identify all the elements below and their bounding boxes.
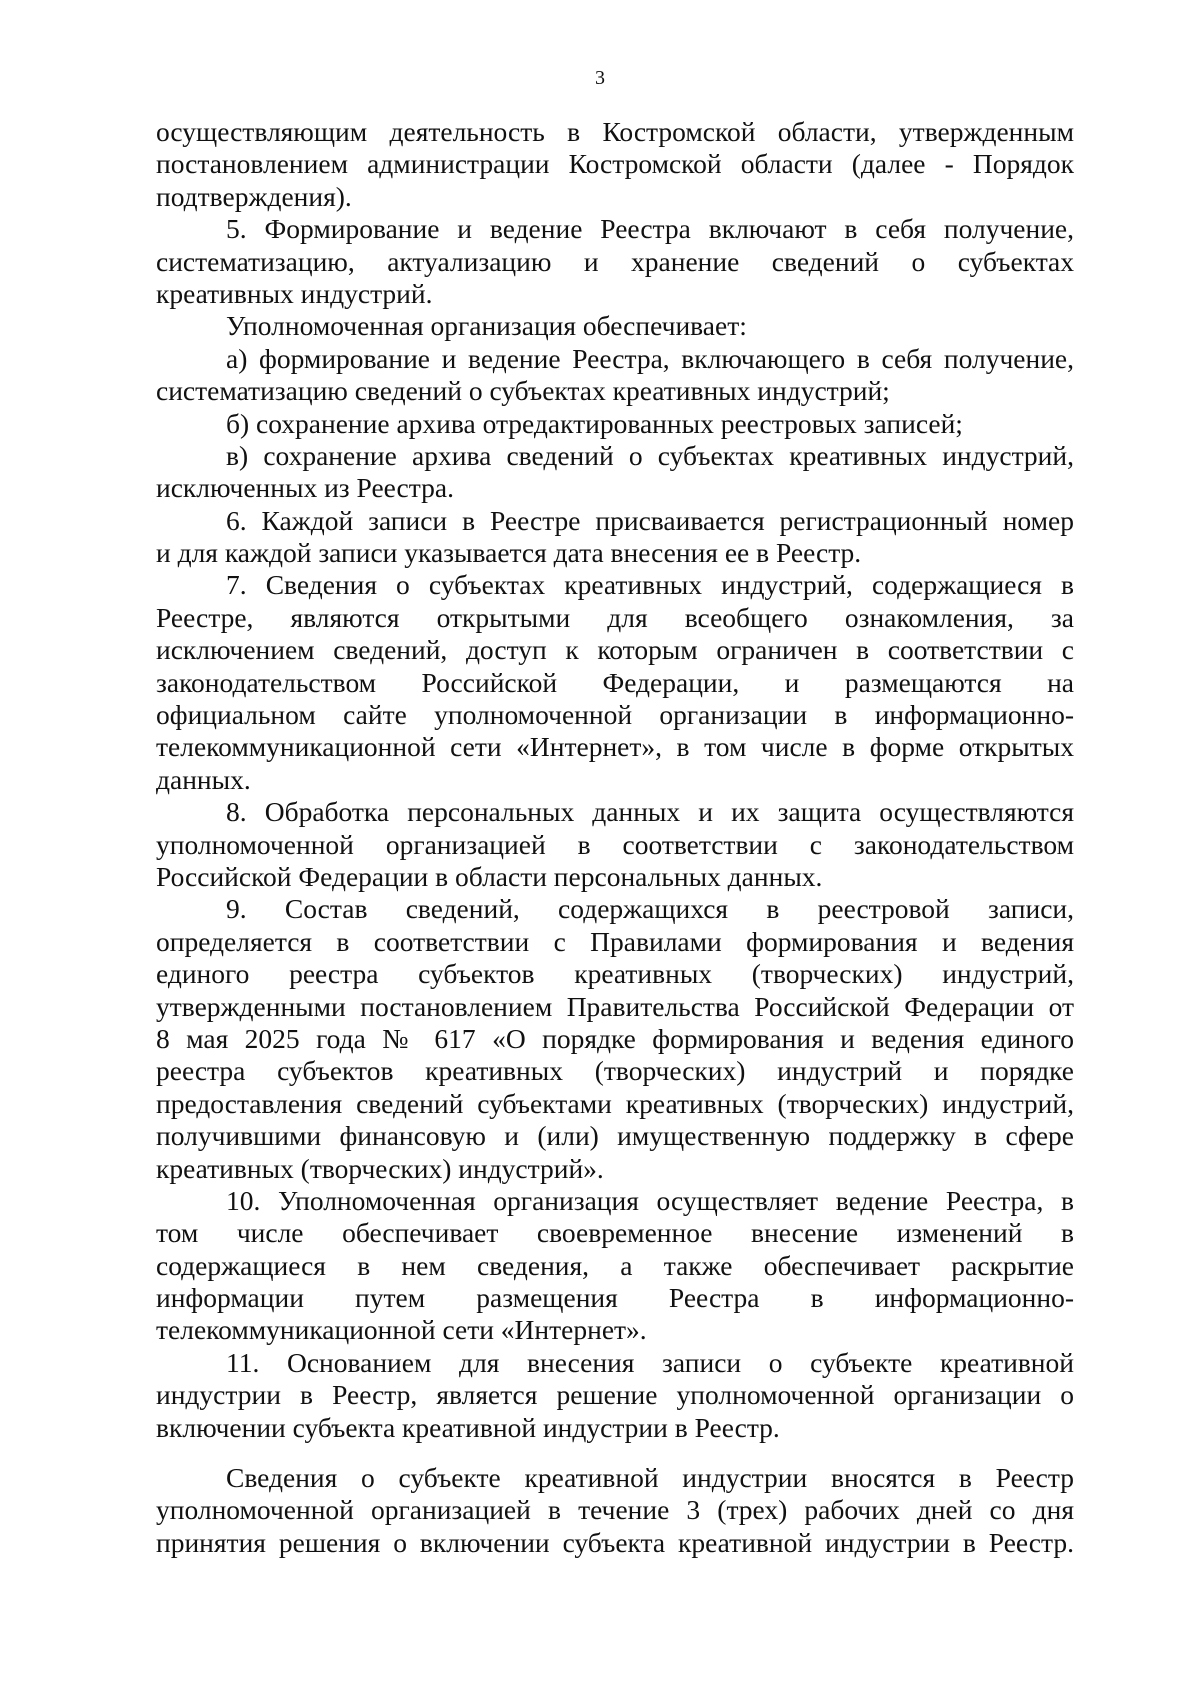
text-line: осуществляющим деятельность в Костромской области, утвержденным	[156, 116, 1074, 147]
text-line: постановлением администрации Костромской области (далее - Порядок	[156, 148, 1074, 180]
text-line: 10. Уполномоченная организация осуществляет ведение Реестра, в	[226, 1184, 1074, 1216]
text-line: содержащиеся в нем сведения, а также обеспечивает раскрытие	[156, 1249, 1074, 1281]
text-line: 11. Основанием для внесения записи о субъекте креативной	[226, 1346, 1074, 1378]
text-line: законодательством Российской Федерации, и размещаются на	[156, 666, 1074, 698]
text-line: в) сохранение архива сведений о субъектах креативных индустрий,	[226, 439, 1074, 471]
text-line: предоставления сведений субъектами креативных (творческих) индустрий,	[156, 1087, 1074, 1119]
text-line: креативных (творческих) индустрий».	[156, 1152, 604, 1184]
text-line: реестра субъектов креативных (творческих) индустрий и порядке	[156, 1055, 1074, 1087]
text-line: а) формирование и ведение Реестра, включающего в себя получение,	[226, 342, 1074, 374]
text-line: исключением сведений, доступ к которым ограничен в соответствии с	[156, 634, 1074, 666]
text-line: 8 мая 2025 года № 617 «О порядке формирования и ведения единого	[156, 1022, 1074, 1054]
text-line: систематизацию сведений о субъектах креативных индустрий;	[156, 375, 890, 407]
text-line: телекоммуникационной сети «Интернет», в том числе в форме открытых	[156, 731, 1074, 763]
text-line: уполномоченной организацией в соответствии с законодательством	[156, 828, 1074, 860]
text-line: Реестре, являются открытыми для всеобщего ознакомления, за	[156, 601, 1074, 633]
text-line: утвержденными постановлением Правительства Российской Федерации от	[156, 990, 1074, 1022]
text-line: данных.	[156, 763, 251, 795]
text-line: систематизацию, актуализацию и хранение сведений о субъектах	[156, 245, 1074, 277]
text-line: Уполномоченная организация обеспечивает:	[226, 310, 747, 342]
text-line: принятия решения о включении субъекта креативной индустрии в Реестр.	[156, 1526, 1074, 1558]
text-line: индустрии в Реестр, является решение уполномоченной организации о	[156, 1379, 1074, 1411]
document-body	[156, 116, 1074, 1559]
text-line: Сведения о субъекте креативной индустрии вносятся в Реестр	[226, 1462, 1074, 1494]
text-line: б) сохранение архива отредактированных реестровых записей;	[226, 407, 963, 439]
page-number: 3	[595, 67, 605, 89]
text-line: подтверждения).	[156, 180, 352, 212]
text-line: 6. Каждой записи в Реестре присваивается регистрационный номер	[226, 504, 1074, 536]
text-line: том числе обеспечивает своевременное внесение изменений в	[156, 1217, 1074, 1249]
text-line: включении субъекта креативной индустрии в Реестр.	[156, 1411, 780, 1443]
text-line: получившими финансовую и (или) имущественную поддержку в сфере	[156, 1120, 1074, 1152]
text-line: и для каждой записи указывается дата внесения ее в Реестр.	[156, 537, 862, 569]
text-line: Российской Федерации в области персональных данных.	[156, 860, 823, 892]
text-line: телекоммуникационной сети «Интернет».	[156, 1314, 647, 1346]
text-line: единого реестра субъектов креативных (творческих) индустрий,	[156, 958, 1074, 990]
text-line: информации путем размещения Реестра в информационно-	[156, 1282, 1074, 1314]
text-line: определяется в соответствии с Правилами формирования и ведения	[156, 925, 1074, 957]
text-line: 9. Состав сведений, содержащихся в реестровой записи,	[226, 893, 1074, 925]
text-line: официальном сайте уполномоченной организации в информационно-	[156, 699, 1074, 731]
paragraph-gap	[156, 1444, 1074, 1462]
text-line: исключенных из Реестра.	[156, 472, 454, 504]
text-line: уполномоченной организацией в течение 3 (трех) рабочих дней со дня	[156, 1494, 1074, 1526]
text-line: 8. Обработка персональных данных и их защита осуществляются	[226, 796, 1074, 828]
text-line: 5. Формирование и ведение Реестра включают в себя получение,	[226, 213, 1074, 245]
text-line: креативных индустрий.	[156, 277, 433, 309]
text-line: 7. Сведения о субъектах креативных индустрий, содержащиеся в	[226, 569, 1074, 601]
